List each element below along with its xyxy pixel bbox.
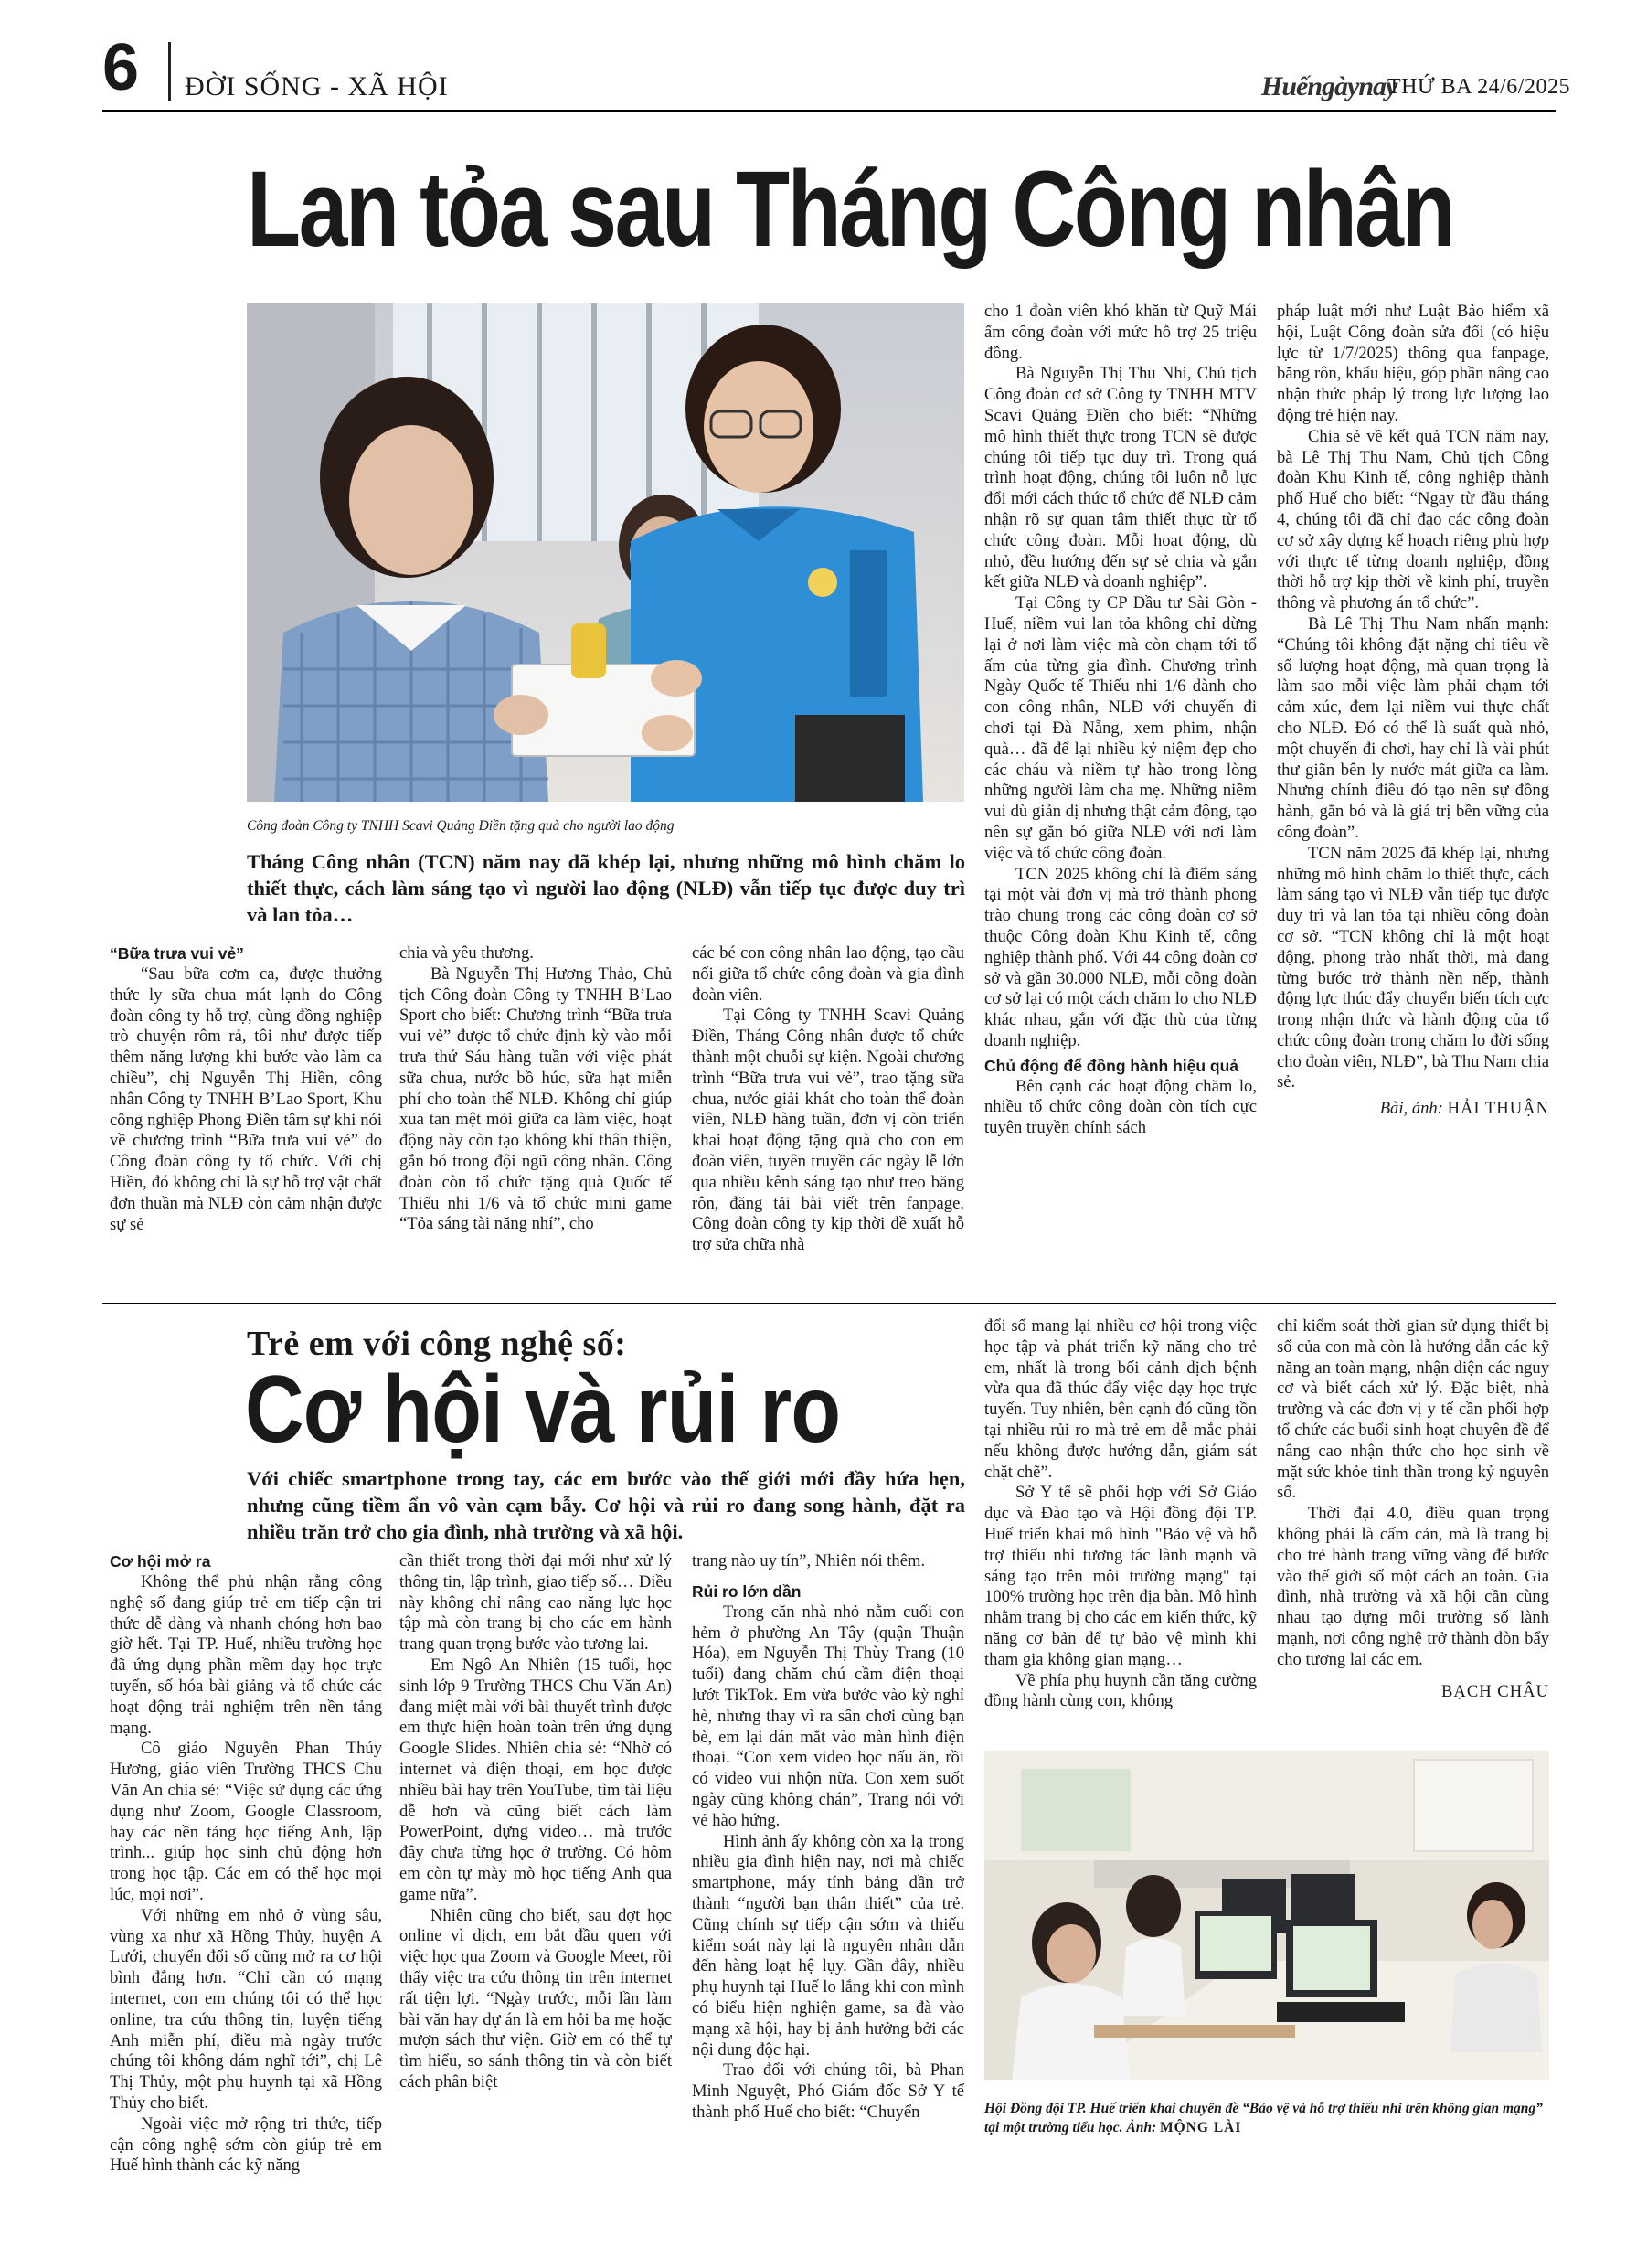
subhead-bua-trua-vui-ve: “Bữa trưa vui vẻ” (110, 944, 244, 963)
article2-photo (984, 1751, 1549, 2080)
issue-date: THỨ BA 24/6/2025 (1387, 75, 1570, 99)
paragraph: “Sau bữa cơm ca, được thưởng thức ly sữa chua mát lạnh do Công đoàn công ty hỗ trợ, cùng đồng nghiệp trò chuyện rôm rả, tôi như được tiếp thêm năng lượng khi bước vào làm ca chiều”, chị Nguyễn Thị Hiền, công nhân Công ty TNHH B’Lao Sport, Khu công nghiệp Phong Điền tâm sự khi nói về chương trình “Bữa trưa vui vẻ” do Công đoàn công ty tổ chức. Với chị Hiền, đó không chỉ là sự hỗ trợ vật chất đơn thuần mà NLĐ còn cảm nhận được sự sẻ (110, 964, 382, 1234)
article1-column-5 (1277, 302, 1549, 1291)
paragraph: Tại Công ty CP Đầu tư Sài Gòn - Huế, niềm vui lan tỏa không chỉ dừng lại ở nơi làm việc mà còn chạm tới tổ ấm của từng gia đình. Chương trình Ngày Quốc tế Thiếu nhi 1/6 dành cho con công nhân, NLĐ với chuyến đi chơi tại Đà Nẵng, xem phim, nhận quà… đã để lại nhiều kỷ niệm đẹp cho các cháu và niềm tự hào trong lòng những người làm cha mẹ. Những niềm vui dù giản dị nhưng thật cảm động, tạo nên sự gắn bó giữa NLĐ với nơi làm việc và tổ chức công đoàn. (984, 593, 1257, 863)
paragraph: trang nào uy tín”, Nhiên nói thêm. (692, 1551, 926, 1571)
paragraph: Bà Nguyễn Thị Thu Nhi, Chủ tịch Công đoàn cơ sở Công ty TNHH MTV Scavi Quảng Điền cho biết: “Những mô hình thiết thực trong TCN sẽ được chúng tôi tiếp tục duy trì. Trong quá trình hoạt động, chúng tôi luôn nỗ lực đổi mới cách thức tổ chức để NLĐ cảm nhận rõ sự quan tâm thiết thực từ tổ chức công đoàn. Mỗi hoạt động, dù nhỏ, đều hướng đến sự sẻ chia và gắn kết giữa NLĐ và doanh nghiệp”. (984, 364, 1257, 592)
header-rule (102, 110, 1556, 112)
article2-photo-caption (984, 2099, 1549, 2137)
article1-lead: Tháng Công nhân (TCN) năm nay đã khép lại, nhưng những mô hình chăm lo thiết thực, cách làm sáng tạo vì người lao động (NLĐ) vẫn tiếp tục được duy trì và lan tỏa… (247, 850, 965, 926)
paragraph: Nhiên cũng cho biết, sau đợt học online vì dịch, em bắt đầu quen với việc học qua Zoom và Google Meet, rồi thấy việc tra cứu thông tin trên internet rất tiện lợi. “Ngày trước, mỗi lần làm bài văn hay dự án là em hỏi ba mẹ hoặc mượn sách thư viện. Giờ em có thể tự tìm hiểu, so sánh thông tin và còn biết cách phân biệt (399, 1905, 672, 2092)
article1-byline (1277, 1099, 1549, 1120)
article1-column-3 (692, 943, 964, 1291)
paragraph: Với những em nhỏ ở vùng sâu, vùng xa như xã Hồng Thủy, huyện A Lưới, chuyển đổi số cũng mở ra cơ hội bình đẳng hơn. “Chỉ cần có mạng internet, con em chúng tôi có thể học online, tra cứu thông tin, luyện tiếng Anh miễn phí, điều mà ngày trước chúng tôi không dám nghĩ tới”, chị Lê Thị Thủy, một phụ huynh tại xã Hồng Thủy cho biết. (110, 1905, 382, 2113)
paragraph: Sở Y tế sẽ phối hợp với Sở Giáo dục và Đào tạo và Hội đồng đội TP. Huế triển khai mô hình "Bảo vệ và hỗ trợ thiếu nhi tương tác lành mạnh và sáng tạo trên môi trường mạng" tại 100% trường học trên địa bàn. Mô hình nhằm trang bị cho các em kiến thức, kỹ năng cơ bản để tự bảo vệ mình khi tham gia không gian mạng… (984, 1483, 1257, 1669)
paragraph: Không thể phủ nhận rằng công nghệ số đang giúp trẻ em tiếp cận tri thức dễ dàng và nhanh chóng hơn bao giờ hết. Tại TP. Huế, nhiều trường học đã ứng dụng phần mềm dạy học trực tuyến, số hóa bài giảng và tổ chức các hoạt động trải nghiệm trên nền tảng mạng. (110, 1572, 382, 1738)
photo-children-computer-lab (984, 1751, 1549, 2080)
paragraph: Em Ngô An Nhiên (15 tuổi, học sinh lớp 9 Trường THCS Chu Văn An) đang miệt mài với bài thuyết trình được em thực hiện hoàn toàn trên ứng dụng Google Slides. Nhiên chia sẻ: “Nhờ có internet và điện thoại, em học được nhiều bài hay trên YouTube, tìm tài liệu dễ hơn và cũng biết cách làm PowerPoint, dựng video… mà trước đây chưa từng học ở trường. Có hôm em còn tự mày mò học tiếng Anh qua game nữa”. (399, 1655, 672, 1904)
photo-credit: MỘNG LÀI (1160, 2120, 1242, 2135)
caption-text: Hội Đồng đội TP. Huế triển khai chuyên đề “Bảo vệ và hỗ trợ thiếu nhi trên không gian mạng” tại một trường tiểu học. (984, 2101, 1543, 2135)
article1-photo-caption: Công đoàn Công ty TNHH Scavi Quảng Điền tặng quà cho người lao động (247, 818, 675, 834)
paragraph: TCN năm 2025 đã khép lại, nhưng những mô hình chăm lo thiết thực, cách làm sáng tạo vì NLĐ vẫn tiếp tục được duy trì và lan tỏa tại nhiều công đoàn cơ sở. “TCN không chỉ là một hoạt động, phong trào nhất thời, mà đang từng bước trở thành nền nếp, thành động lực thúc đẩy chuyển biến tích cực trong nhận thức và hành động của tổ chức công đoàn trong chăm lo đời sống cho đoàn viên, NLĐ”, bà Thu Nam chia sẻ. (1277, 843, 1549, 1092)
article1-column-4 (984, 302, 1257, 1291)
paragraph: TCN 2025 không chỉ là điểm sáng tại một vài đơn vị mà trở thành phong trào chung trong các công đoàn cơ sở thuộc Công đoàn Khu Kinh tế, công nghiệp thành phố. Với 44 công đoàn cơ sở và gần 30.000 NLĐ, mỗi công đoàn cơ sở lại có một cách chăm lo cho NLĐ khác nhau, gắn với đặc thù của từng doanh nghiệp. (984, 864, 1257, 1050)
article2-column-5 (1277, 1316, 1549, 1728)
article2-column-4 (984, 1316, 1257, 1728)
paragraph: cần thiết trong thời đại mới như xử lý thông tin, lập trình, giao tiếp số… Điều này không chỉ nâng cao năng lực học tập mà còn trang bị cho các em hành trang quan trọng bước vào tương lai. (399, 1551, 672, 1655)
paragraph: Chia sẻ về kết quả TCN năm nay, bà Lê Thị Thu Nam, Chủ tịch Công đoàn Khu Kinh tế, công nghiệp thành phố Huế cho biết: “Ngay từ đầu tháng 4, chúng tôi đã chỉ đạo các công đoàn cơ sở xây dựng kế hoạch riêng phù hợp với thực tế từng doanh nghiệp, đồng thời hỗ trợ kịp thời về kinh phí, truyền thông và phương án tổ chức”. (1277, 426, 1549, 613)
byline-author: HẢI THUẬN (1447, 1099, 1549, 1119)
paragraph: Trao đổi với chúng tôi, bà Phan Minh Nguyệt, Phó Giám đốc Sở Y tế thành phố Huế cho biết: “Chuyển (692, 2060, 964, 2122)
subhead-co-hoi-mo-ra: Cơ hội mở ra (110, 1552, 211, 1571)
byline-prefix: Bài, ảnh: (1379, 1099, 1443, 1119)
article2-title: Cơ hội và rủi ro (245, 1357, 841, 1463)
paragraph: Bà Lê Thị Thu Nam nhấn mạnh: “Chúng tôi không đặt nặng chỉ tiêu về số lượng hoạt động, mà quan trọng là làm sao mỗi việc làm phải chạm tới cảm xúc, đem lại niềm vui thực chất cho NLĐ. Đó có thể là suất quà nhỏ, một chuyến đi chơi, hay chỉ là vài phút thư giãn bên ly nước mát giữa ca làm. Nhưng chính điều đó tạo nên sự đồng hành, gắn bó và là giá trị bền vững của công đoàn”. (1277, 613, 1549, 842)
paragraph: chia và yêu thương. (399, 943, 534, 963)
subhead-chu-dong: Chủ động để đồng hành hiệu quả (984, 1056, 1239, 1075)
paragraph: pháp luật mới như Luật Bảo hiểm xã hội, Luật Công đoàn sửa đổi (có hiệu lực từ 1/7/2025) thông qua fanpage, băng rôn, khẩu hiệu, góp phần nâng cao nhận thức pháp lý trong lực lượng lao động trẻ hiện nay. (1277, 302, 1549, 425)
article1-column-1 (110, 943, 382, 1291)
subhead-rui-ro-lon-dan: Rủi ro lớn dần (692, 1581, 802, 1601)
article1-column-2 (399, 943, 672, 1291)
paragraph: Về phía phụ huynh cần tăng cường đồng hành cùng con, không (984, 1670, 1257, 1711)
article2-lead: Với chiếc smartphone trong tay, các em bước vào thế giới mới đầy hứa hẹn, nhưng cũng tiềm ẩn vô vàn cạm bẫy. Cơ hội và rủi ro đang song hành, đặt ra nhiều trăn trở cho gia đình, nhà trường và xã hội. (247, 1467, 965, 1543)
photo-workers-receiving-gift (247, 303, 964, 802)
article2-column-3 (692, 1551, 964, 2209)
page-number: 6 (102, 31, 140, 104)
paragraph: Thời đại 4.0, điều quan trọng không phải là cấm cản, mà là trang bị cho trẻ hành trang vững vàng để bước vào thế giới số một cách an toàn. Gia đình, nhà trường và xã hội cần cùng nhau tạo dựng môi trường số lành mạnh, nơi công nghệ trở thành đòn bẩy cho tương lai các em. (1277, 1504, 1549, 1669)
paragraph: đổi số mang lại nhiều cơ hội trong việc học tập và phát triển kỹ năng cho trẻ em, nhất là trong bối cảnh dịch bệnh vừa qua đã thúc đẩy việc dạy học trực tuyến. Tuy nhiên, bên cạnh đó cũng tồn tại nhiều rủi ro mà trẻ em dễ mắc phải nếu không được hướng dẫn, giám sát chặt chẽ”. (984, 1316, 1257, 1482)
paragraph: chỉ kiểm soát thời gian sử dụng thiết bị số của con mà còn là hướng dẫn các kỹ năng an toàn mạng, nhận diện các nguy cơ và biết cách xử lý. Đặc biệt, nhà trường và các đơn vị y tế cần phối hợp tổ chức các buổi sinh hoạt chuyên đề để nâng cao nhận thức cho học sinh về mặt sức khỏe tinh thần trong kỷ nguyên số. (1277, 1316, 1549, 1503)
section-title: ĐỜI SỐNG - XÃ HỘI (185, 71, 449, 101)
paragraph: Bà Nguyễn Thị Hương Thảo, Chủ tịch Công đoàn Công ty TNHH B’Lao Sport cho biết: Chương trình “Bữa trưa vui vẻ” được tổ chức định kỳ vào mỗi trưa thứ Sáu hàng tuần với việc phát sữa chua, nước bồ húc, sữa hạt miễn phí cho toàn thể NLĐ. Không chỉ giúp xua tan mệt mỏi giữa ca làm việc, hoạt động này còn tạo không khí thân thiện, gắn bó trong đội ngũ công nhân. Công đoàn còn tổ chức tặng quà Quốc tế Thiếu nhi 1/6 và tổ chức mini game “Tỏa sáng tài năng nhí”, cho (399, 964, 672, 1234)
paragraph: Trong căn nhà nhỏ nằm cuối con hẻm ở phường An Tây (quận Thuận Hóa), em Nguyễn Thị Thùy Trang (10 tuổi) đang chăm chú cầm điện thoại lướt TikTok. Em vừa bước vào kỳ nghỉ hè, nhưng thay vì ra sân chơi cùng bạn bè, em lại dán mắt vào màn hình điện thoại. “Con xem video học nấu ăn, rồi có video vui nhộn nữa. Con xem suốt ngày cũng không chán”, Trang nói với vẻ hào hứng. (692, 1602, 964, 1830)
paragraph: các bé con công nhân lao động, tạo cầu nối giữa tổ chức công đoàn và gia đình đoàn viên. (692, 943, 964, 1005)
paragraph: cho 1 đoàn viên khó khăn từ Quỹ Mái ấm công đoàn với mức hỗ trợ 25 triệu đồng. (984, 302, 1257, 363)
paragraph: Tại Công ty TNHH Scavi Quảng Điền, Tháng Công nhân được tổ chức thành một chuỗi sự kiện. Ngoài chương trình “Bữa trưa vui vẻ”, trao tặng sữa chua, nước giải khát cho toàn thể đoàn viên, NLĐ hàng tuần, đơn vị còn triển khai hoạt động tặng quà cho con em đoàn viên, tuyên truyền các ngày lễ lớn qua nhiều kênh sáng tạo như treo băng rôn, đăng tải bài viết trên fanpage. Công đoàn công ty kịp thời đề xuất hỗ trợ sửa chữa nhà (692, 1006, 964, 1255)
article2-column-2 (399, 1551, 672, 2209)
article-divider (102, 1303, 1556, 1304)
paragraph: Cô giáo Nguyễn Phan Thúy Hương, giáo viên Trường THCS Chu Văn An chia sẻ: “Việc sử dụng các ứng dụng như Zoom, Google Classroom, hay các nền tảng học tiếng Anh, lập trình... giúp học sinh chủ động hơn trong học tập. Các em có thể học mọi lúc, mọi nơi”. (110, 1739, 382, 1904)
paragraph: Bên cạnh các hoạt động chăm lo, nhiều tổ chức công đoàn còn tích cực tuyên truyền chính sách (984, 1076, 1257, 1138)
article2-kicker: Trẻ em với công nghệ số: (247, 1325, 627, 1363)
article2-byline: BẠCH CHÂU (1441, 1681, 1549, 1701)
masthead-logo: Huếngàynay (1261, 71, 1397, 101)
paragraph: Ngoài việc mở rộng tri thức, tiếp cận công nghệ sớm còn giúp trẻ em Huế hình thành các kỹ năng (110, 2114, 382, 2176)
article1-title: Lan tỏa sau Tháng Công nhân (247, 149, 1454, 270)
photo-credit-prefix: Ảnh: (1126, 2120, 1157, 2135)
header-divider (168, 42, 171, 101)
article2-column-1 (110, 1551, 382, 2209)
article1-photo (247, 303, 964, 802)
paragraph: Hình ảnh ấy không còn xa lạ trong nhiều gia đình hiện nay, nơi mà chiếc smartphone, máy tính bảng dần trở thành “người bạn thân thiết” của trẻ. Cũng chính sự tiếp cận sớm và thiếu kiểm soát này lại là nguyên nhân dẫn đến hàng loạt hệ lụy. Gần đây, nhiều phụ huynh tại Huế lo lắng khi con mình có biểu hiện nghiện game, sa đà vào mạng xã hội, hay bị ảnh hưởng bởi các nội dung độc hại. (692, 1831, 964, 2060)
